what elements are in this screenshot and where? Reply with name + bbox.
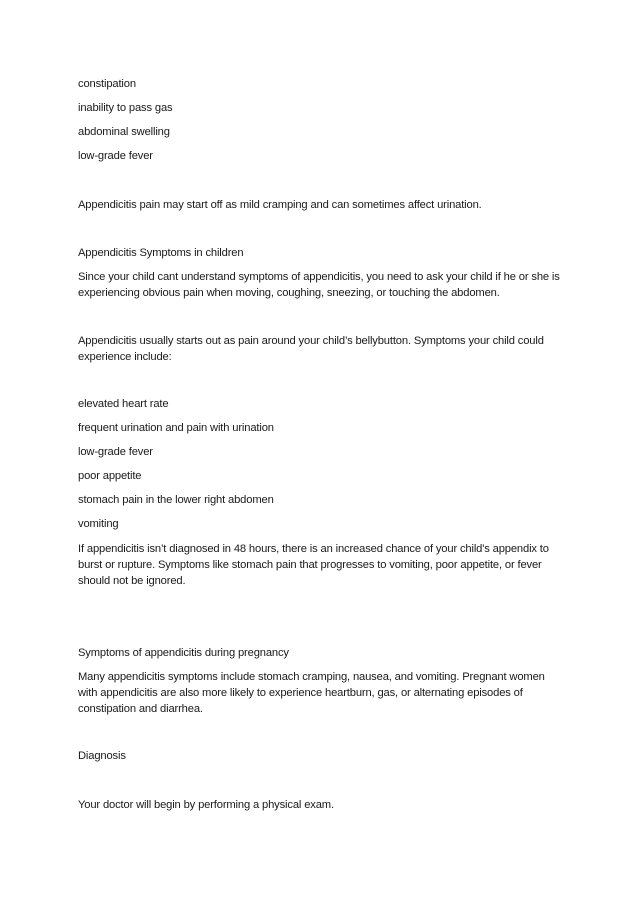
text-line: If appendicitis isn’t diagnosed in 48 hours, there is an increased chance of your child's appendix to <box>78 543 549 555</box>
list-item: elevated heart rate <box>78 398 169 410</box>
text-line: Many appendicitis symptoms include stomach cramping, nausea, and vomiting. Pregnant women <box>78 671 545 683</box>
children-intro <box>78 269 568 301</box>
text-line: constipation and diarrhea. <box>78 703 203 715</box>
list-item: stomach pain in the lower right abdomen <box>78 494 274 506</box>
text-line: experience include: <box>78 351 172 363</box>
text-line: experiencing obvious pain when moving, coughing, sneezing, or touching the abdomen. <box>78 287 500 299</box>
pain-note: Appendicitis pain may start off as mild cramping and can sometimes affect urination. <box>78 199 482 211</box>
children-warning <box>78 541 568 589</box>
children-heading: Appendicitis Symptoms in children <box>78 247 244 259</box>
list-item: frequent urination and pain with urination <box>78 422 274 434</box>
text-line: with appendicitis are also more likely to experience heartburn, gas, or alternating episodes of <box>78 687 523 699</box>
list-item: low-grade fever <box>78 446 153 458</box>
diagnosis-heading: Diagnosis <box>78 750 126 762</box>
list-item: inability to pass gas <box>78 102 173 114</box>
list-item: constipation <box>78 78 136 90</box>
diagnosis-text: Your doctor will begin by performing a physical exam. <box>78 799 334 811</box>
list-item: abdominal swelling <box>78 126 170 138</box>
text-line: Since your child cant understand symptoms of appendicitis, you need to ask your child if he or she is <box>78 271 560 283</box>
list-item: vomiting <box>78 518 119 530</box>
text-line: burst or rupture. Symptoms like stomach pain that progresses to vomiting, poor appetite, or fever <box>78 559 542 571</box>
children-usual <box>78 333 568 365</box>
list-item: low-grade fever <box>78 150 153 162</box>
pregnancy-text <box>78 669 568 717</box>
text-line: Appendicitis usually starts out as pain around your child’s bellybutton. Symptoms your child could <box>78 335 544 347</box>
pregnancy-heading: Symptoms of appendicitis during pregnancy <box>78 647 289 659</box>
list-item: poor appetite <box>78 470 142 482</box>
text-line: should not be ignored. <box>78 575 186 587</box>
